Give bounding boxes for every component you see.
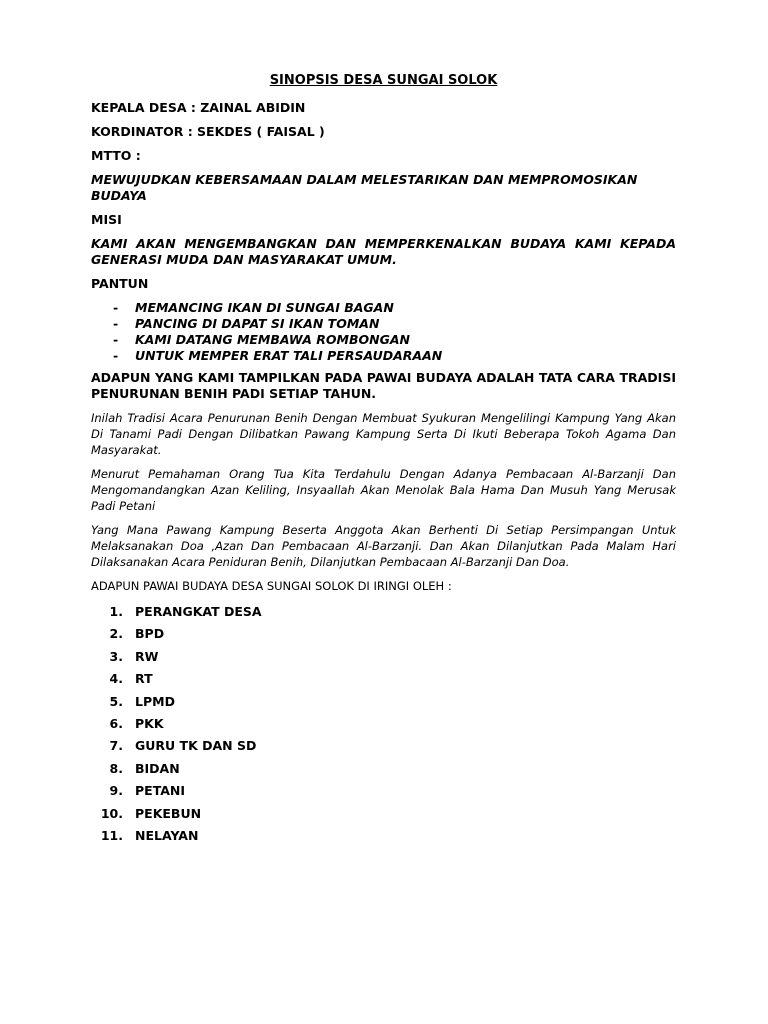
list-number: 4.: [109, 671, 123, 687]
list-label: NELAYAN: [135, 827, 199, 843]
list-label: RT: [135, 671, 153, 687]
list-label: GURU TK DAN SD: [135, 738, 257, 754]
list-number: 7.: [109, 738, 123, 754]
pantun-line: [91, 316, 676, 332]
misi-text: KAMI AKAN MENGEMBANGKAN DAN MEMPERKENALKAN BUDAYA KAMI KEPADA GENERASI MUDA DAN MASYARAKAT UMUM.: [91, 236, 676, 267]
pantun-line: [91, 300, 676, 316]
motto-label: MTTO :: [91, 148, 141, 163]
list-item: [91, 783, 676, 799]
list-number: 11.: [100, 827, 123, 843]
list-number: 8.: [109, 760, 123, 776]
list-label: LPMD: [135, 693, 175, 709]
iringi-intro: ADAPUN PAWAI BUDAYA DESA SUNGAI SOLOK DI IRINGI OLEH :: [91, 579, 452, 593]
list-item: [91, 738, 676, 754]
participants-list: [91, 604, 676, 844]
motto-text: MEWUJUDKAN KEBERSAMAAN DALAM MELESTARIKAN DAN MEMPROMOSIKAN BUDAYA: [91, 172, 638, 203]
list-item: [91, 604, 676, 620]
pantun-list: [91, 300, 676, 364]
pantun-line-text: KAMI DATANG MEMBAWA ROMBONGAN: [135, 332, 410, 347]
tradition-paragraph: Menurut Pemahaman Orang Tua Kita Terdahulu Dengan Adanya Pembacaan Al-Barzanji Dan Mengomandangkan Azan Keliling, Insyaallah Akan Menolak Bala Hama Dan Musuh Yang Merusak Padi Petani: [91, 467, 676, 513]
list-label: PETANI: [135, 783, 186, 799]
pantun-label: PANTUN: [91, 276, 149, 291]
list-label: RW: [135, 648, 159, 664]
pantun-line-text: PANCING DI DAPAT SI IKAN TOMAN: [135, 316, 380, 331]
list-number: 5.: [109, 693, 123, 709]
tradition-paragraph: Yang Mana Pawang Kampung Beserta Anggota Akan Berhenti Di Setiap Persimpangan Untuk Melaksanakan Doa ,Azan Dan Pembacaan Al-Barzanji. Dan Akan Dilanjutkan Pada Malam Hari Dilaksanakan Acara Peniduran Benih, Dilanjutkan Pembacaan Al-Barzanji Dan Doa.: [91, 523, 676, 569]
list-item: [91, 806, 676, 822]
pantun-line-text: MEMANCING IKAN DI SUNGAI BAGAN: [135, 300, 394, 315]
list-item: [91, 828, 676, 844]
list-item: [91, 671, 676, 687]
list-item: [91, 716, 676, 732]
list-label: PERANGKAT DESA: [135, 604, 262, 619]
list-number: 10.: [100, 805, 123, 821]
pantun-dash: -: [113, 300, 119, 315]
list-number: 2.: [109, 626, 123, 642]
pantun-line-text: UNTUK MEMPER ERAT TALI PERSAUDARAAN: [135, 348, 443, 363]
list-number: 9.: [109, 783, 123, 799]
pantun-dash: -: [113, 332, 119, 347]
pantun-line: [91, 348, 676, 364]
kordinator-line: KORDINATOR : SEKDES ( FAISAL ): [91, 124, 325, 139]
misi-label: MISI: [91, 212, 122, 227]
list-label: BPD: [135, 626, 165, 642]
document-title: SINOPSIS DESA SUNGAI SOLOK: [269, 73, 498, 88]
pantun-line: [91, 332, 676, 348]
list-item: [91, 694, 676, 710]
adapun-statement: ADAPUN YANG KAMI TAMPILKAN PADA PAWAI BUDAYA ADALAH TATA CARA TRADISI PENURUNAN BENIH PADI SETIAP TAHUN.: [91, 370, 676, 401]
list-label: PKK: [135, 715, 164, 731]
list-number: 1.: [109, 604, 123, 619]
pantun-dash: -: [113, 348, 119, 363]
list-item: [91, 649, 676, 665]
list-item: [91, 761, 676, 777]
list-number: 6.: [109, 715, 123, 731]
list-number: 3.: [109, 648, 123, 664]
tradition-paragraph: Inilah Tradisi Acara Penurunan Benih Dengan Membuat Syukuran Mengelilingi Kampung Yang Akan Di Tanami Padi Dengan Dilibatkan Pawang Kampung Serta Di Ikuti Beberapa Tokoh Agama Dan Masyarakat.: [91, 411, 676, 457]
list-item: [91, 626, 676, 642]
pantun-dash: -: [113, 316, 119, 331]
kepala-desa-line: KEPALA DESA : ZAINAL ABIDIN: [91, 100, 306, 115]
list-label: BIDAN: [135, 760, 180, 776]
list-label: PEKEBUN: [135, 805, 202, 821]
